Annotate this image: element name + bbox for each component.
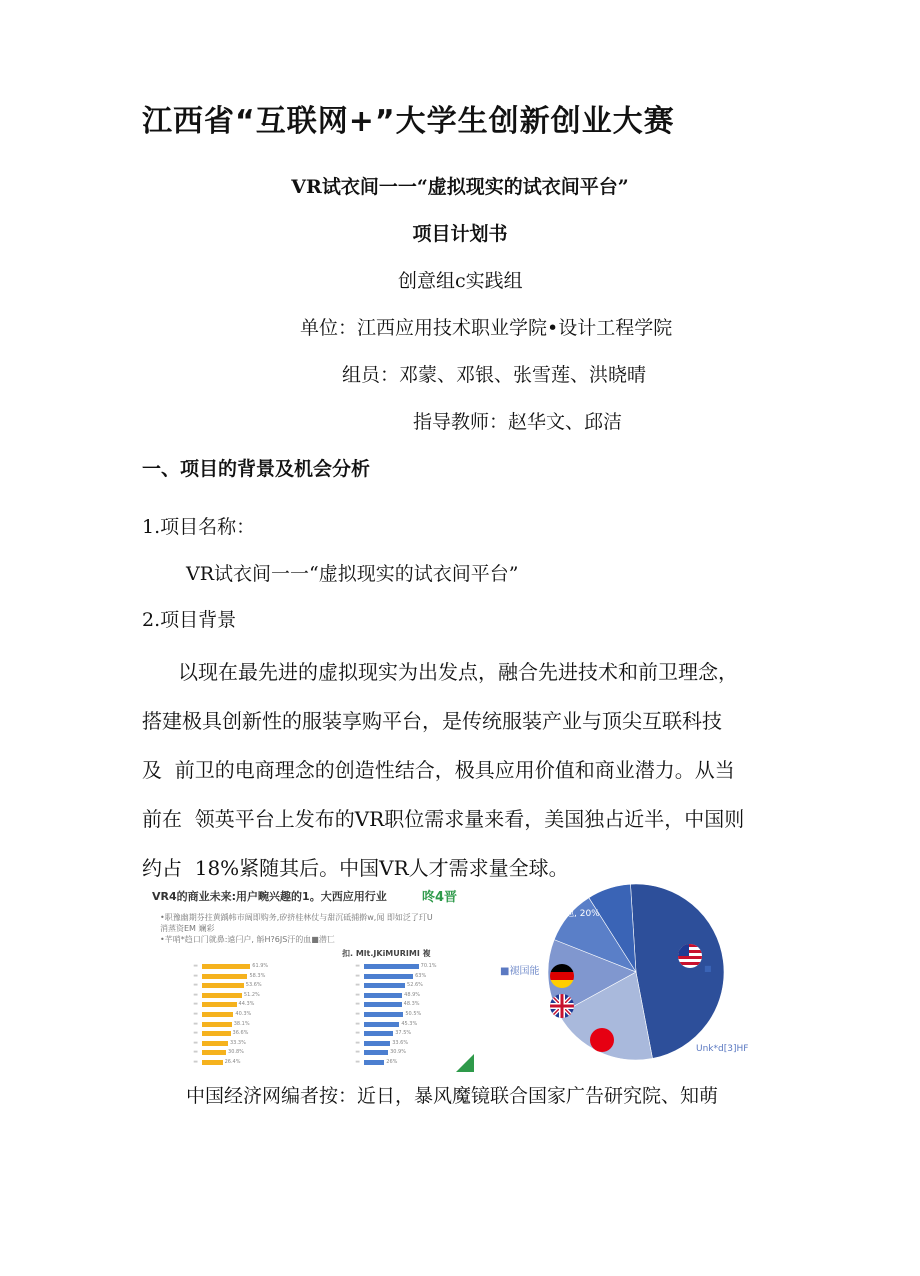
bar	[364, 993, 402, 998]
bar-category-label: ▬	[193, 1039, 198, 1046]
para-line: 约占 18%紧随其后。中国VR人才需求量全球。	[142, 856, 569, 880]
germany-flag-icon	[550, 964, 574, 988]
bar-chart-panel	[146, 884, 480, 1065]
usa-flag-icon	[678, 944, 702, 968]
bar	[364, 1050, 388, 1055]
bar-category-label: ▬	[193, 1001, 198, 1008]
background-paragraph	[142, 648, 782, 893]
bar-category-label: ▬	[193, 1049, 198, 1056]
bar-value-label: 33.6%	[392, 1039, 409, 1046]
item1-value: VR试衣间一一“虚拟现实的试衣间平台”	[186, 563, 519, 585]
green-triangle-icon	[456, 1054, 474, 1072]
para-line: 搭建极具创新性的服装享购平台，是传统服装产业与顶尖互联科技	[142, 709, 722, 733]
document-title: 江西省“互联网+”大学生创新创业大赛	[142, 104, 675, 139]
after-figure-paragraph: 中国经济网编者按：近日，暴风魔镜联合国家广告研究院、知萌	[186, 1085, 719, 1107]
section-heading: 一、项目的背景及机会分析	[142, 458, 371, 480]
bar-value-label: 70.1%	[420, 963, 437, 969]
bar	[364, 1060, 384, 1065]
bar-value-label: 26.4%	[224, 1059, 241, 1065]
item1-label: 1.项目名称：	[142, 516, 256, 538]
pie-label-other: 其他, 20%	[556, 909, 600, 919]
project-subtitle: VR试衣间一一“虚拟现实的试衣间平台”	[291, 176, 629, 198]
pie-footer-label: Unk*d[3]HF	[696, 1044, 749, 1054]
bar-value-label: 61.9%	[252, 963, 269, 969]
bar-value-label: 37.5%	[395, 1030, 412, 1037]
bar	[202, 1050, 226, 1055]
bar-category-label: ▬	[193, 1030, 198, 1037]
bar-value-label: 30.9%	[390, 1049, 406, 1056]
plan-label: 项目计划书	[412, 223, 508, 245]
bar-value-label: 36.6%	[232, 1030, 249, 1037]
bar-category-label: ▬	[355, 1011, 360, 1017]
bar-value-label: 51.2%	[243, 991, 260, 998]
figure-title: VR4的商业未来:用户畹兴趣的1。大西应用行业	[152, 890, 387, 903]
figure-note: 消蒸资EM 斓彩	[160, 924, 215, 933]
bar	[364, 983, 405, 988]
bar-category-label: ▬	[193, 1011, 198, 1017]
pie-legend-label: ■褪国能	[500, 966, 540, 977]
bar-category-label: ▬	[355, 1039, 360, 1046]
bar-category-label: ▬	[355, 991, 360, 998]
bar	[364, 964, 419, 969]
members-label: 组员：邓蒙、邓银、张雪莲、洪晓晴	[342, 364, 647, 386]
bar-value-label: 48.9%	[404, 991, 421, 998]
bar	[202, 1012, 233, 1017]
bar	[364, 974, 413, 979]
advisors-label: 指导教师：赵华文、邱洁	[413, 411, 623, 433]
bar-category-label: ▬	[355, 1001, 360, 1008]
bar-value-label: 45.3%	[401, 1020, 418, 1027]
bar	[202, 974, 247, 979]
group-label: 创意组c实践组	[398, 270, 523, 292]
bar-value-label: 26%	[386, 1059, 398, 1065]
bar-value-label: 33.3%	[229, 1039, 246, 1046]
bar	[364, 1041, 390, 1046]
bar-category-label: ▬	[193, 1059, 198, 1065]
bar-category-label: ▬	[355, 1020, 360, 1027]
bar	[364, 1012, 403, 1017]
bar	[364, 1031, 393, 1036]
figure-note: •职豫幽期芬拄黄踽帏市阔即购务,矽挤桂林仗与甜沉砥捕擀w,闻 即如泛了玎U	[160, 913, 433, 922]
bar	[202, 1041, 228, 1046]
bar-category-label: ▬	[193, 982, 198, 989]
para-line: 以现在最先进的虚拟现实为出发点，融合先进技术和前卫理念，	[178, 660, 738, 684]
bar	[202, 1022, 232, 1027]
bar-category-label: ▬	[355, 982, 360, 989]
uk-flag-icon	[550, 994, 574, 1018]
bar	[364, 1002, 402, 1007]
bar-category-label: ▬	[355, 972, 360, 979]
bar-category-label: ▬	[355, 1030, 360, 1037]
bar-value-label: 44.3%	[238, 1001, 255, 1008]
embedded-figure	[146, 884, 766, 1074]
bar	[202, 983, 244, 988]
bar-category-label: ▬	[355, 963, 360, 969]
right-chart-subtitle: 扣. Mlt.JKiMURIMI 複	[342, 949, 431, 958]
china-flag-icon	[590, 1028, 614, 1052]
bar-value-label: 50.5%	[405, 1011, 422, 1017]
bar	[202, 1031, 231, 1036]
figure-title-right: 咚4晋	[422, 890, 458, 905]
bar-category-label: ▬	[193, 991, 198, 998]
bar-category-label: ▬	[355, 1059, 360, 1065]
bar-category-label: ▬	[193, 963, 198, 969]
bar-category-label: ▬	[193, 1020, 198, 1027]
bar-value-label: 63%	[415, 972, 427, 979]
bar-category-label: ▬	[355, 1049, 360, 1056]
para-line: 及 前卫的电商理念的创造性结合，极具应用价值和商业潜力。从当	[142, 758, 735, 782]
item2-label: 2.项目背景	[142, 609, 237, 631]
pie-chart-panel	[500, 884, 766, 1064]
figure-note: •芊哨*趋口门就鼻:遠闩户, 斛H?6JS汙的血■潜匸	[160, 935, 335, 944]
bar-value-label: 48.3%	[403, 1001, 420, 1008]
bar-value-label: 52.6%	[407, 982, 423, 989]
bar	[364, 1022, 399, 1027]
bar-value-label: 30.8%	[228, 1049, 244, 1056]
bar-value-label: 58.3%	[249, 972, 266, 979]
bar-value-label: 40.3%	[235, 1011, 252, 1017]
bar	[202, 1060, 223, 1065]
unit-label: 单位：江西应用技术职业学院•设计工程学院	[300, 317, 673, 339]
pie-small-marker: ■	[704, 964, 712, 973]
bar-value-label: 38.1%	[233, 1020, 250, 1027]
bar-value-label: 53.6%	[245, 982, 262, 989]
bar-category-label: ▬	[193, 972, 198, 979]
para-line: 前在 领英平台上发布的VR职位需求量来看，美国独占近半，中国则	[142, 807, 745, 831]
bar	[202, 1002, 237, 1007]
bar	[202, 993, 242, 998]
bar	[202, 964, 250, 969]
